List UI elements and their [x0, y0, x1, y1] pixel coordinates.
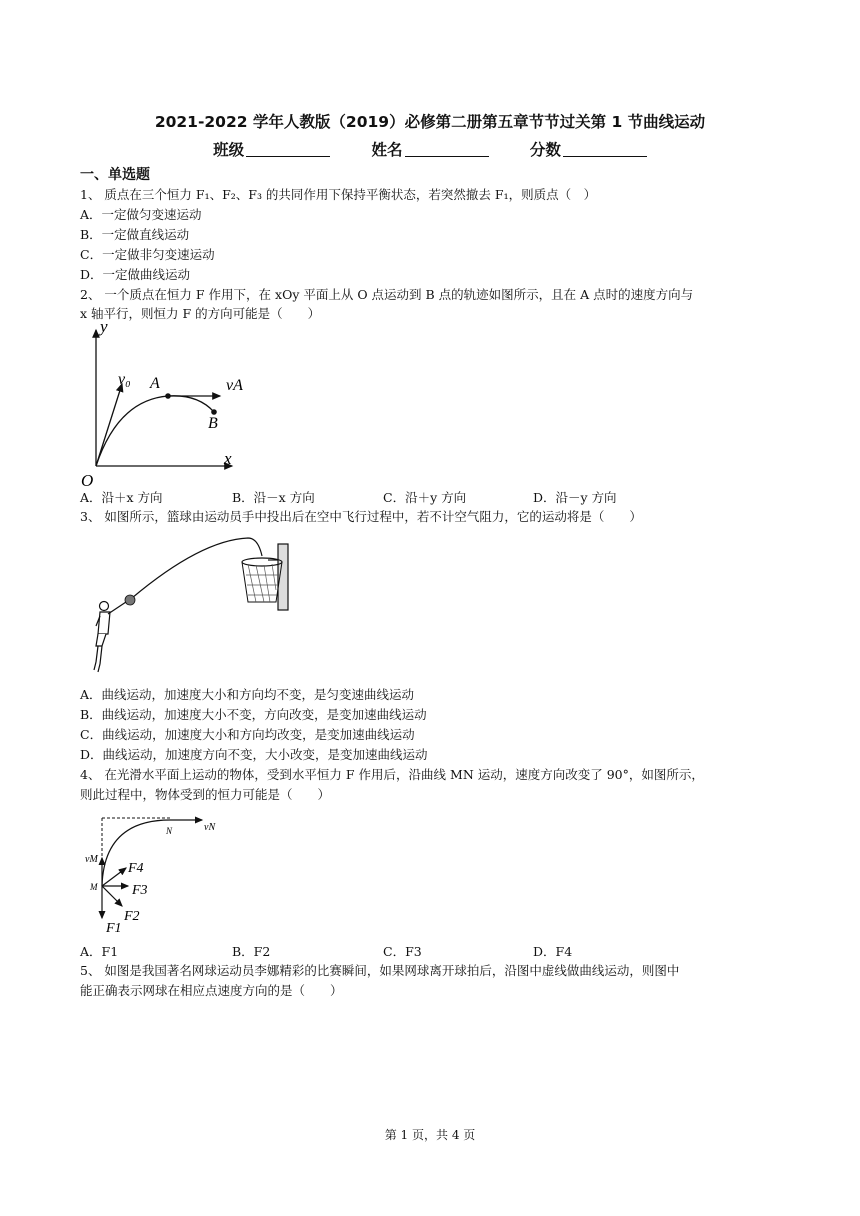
player-figure	[94, 602, 126, 673]
q1-option-a: A．一定做匀变速运动	[80, 207, 202, 222]
y-label: y	[100, 318, 108, 336]
score-field: 分数	[530, 138, 647, 160]
m-label: M	[90, 882, 98, 892]
q2-trajectory-figure	[78, 318, 248, 490]
q2-option-d: D．沿－y 方向	[533, 490, 617, 505]
q2-option-c: C．沿＋y 方向	[383, 490, 467, 505]
q3-basketball-figure	[86, 530, 296, 680]
trajectory-curve	[96, 396, 214, 466]
o-label: O	[81, 471, 94, 490]
vn-label: vN	[204, 822, 216, 833]
section-title: 一、单选题	[80, 167, 150, 183]
hoop-net	[246, 564, 280, 602]
f3-label: F3	[132, 883, 148, 898]
vm-label: vM	[85, 854, 98, 865]
f1-label: F1	[106, 921, 122, 936]
q4-option-a: A．F1	[80, 944, 119, 959]
q4-option-b: B．F2	[232, 944, 271, 959]
class-field: 班级	[213, 138, 330, 160]
score-blank[interactable]	[563, 142, 647, 157]
q2-option-b: B．沿－x 方向	[232, 490, 315, 505]
q3-option-c: C．曲线运动，加速度大小和方向均改变，是变加速曲线运动	[80, 727, 415, 742]
name-field: 姓名	[371, 138, 488, 160]
q4-stem-line1: 4、 在光滑水平面上运动的物体，受到水平恒力 F 作用后，沿曲线 MN 运动，速度方向改变了 90°，如图所示，	[80, 767, 704, 782]
q3-option-d: D．曲线运动，加速度方向不变，大小改变，是变加速曲线运动	[80, 747, 428, 762]
q4-stem-line2: 则此过程中，物体受到的恒力可能是（ ）	[80, 787, 331, 802]
a-label: A	[150, 375, 160, 392]
x-label: x	[224, 449, 232, 468]
q1-option-c: C．一定做非匀变速运动	[80, 247, 215, 262]
va-label: vA	[226, 377, 243, 394]
q2-stem-line1: 2、 一个质点在恒力 F 作用下，在 xOy 平面上从 O 点运动到 B 点的轨迹如图所示，且在 A 点时的速度方向与	[80, 287, 694, 302]
q4-force-figure	[82, 808, 232, 938]
f4-label: F4	[128, 861, 144, 876]
b-label: B	[208, 415, 218, 432]
q5-stem-line2: 能正确表示网球在相应点速度方向的是（ ）	[80, 983, 343, 998]
name-blank[interactable]	[405, 142, 489, 157]
q1-stem: 1、 质点在三个恒力 F₁、F₂、F₃ 的共同作用下保持平衡状态，若突然撤去 F₁，则质点（ ）	[80, 187, 597, 202]
f2-label: F2	[124, 909, 140, 924]
f2-arrow	[102, 886, 122, 906]
point-a	[165, 393, 171, 399]
q1-option-d: D．一定做曲线运动	[80, 267, 191, 282]
student-info-line	[0, 138, 860, 160]
n-label: N	[166, 826, 173, 836]
q2-stem-line2: x 轴平行，则恒力 F 的方向可能是（ ）	[80, 306, 321, 321]
f4-arrow	[102, 868, 126, 886]
q4-option-d: D．F4	[533, 944, 573, 959]
q3-option-b: B．曲线运动，加速度大小不变，方向改变，是变加速曲线运动	[80, 707, 427, 722]
q3-option-a: A．曲线运动，加速度大小和方向均不变，是匀变速曲线运动	[80, 687, 415, 702]
q4-option-c: C．F3	[383, 944, 422, 959]
mn-curve	[102, 820, 170, 886]
q2-option-a: A．沿＋x 方向	[80, 490, 163, 505]
v0-label: v₀	[118, 371, 131, 388]
q1-option-b: B．一定做直线运动	[80, 227, 190, 242]
class-blank[interactable]	[246, 142, 330, 157]
q5-stem-line1: 5、 如图是我国著名网球运动员李娜精彩的比赛瞬间，如果网球离开球拍后，沿图中虚线做曲线运动，则图中	[80, 963, 680, 978]
page-title: 2021-2022 学年人教版（2019）必修第二册第五章节节过关第 1 节曲线运动	[154, 113, 706, 131]
basketball	[125, 595, 135, 605]
page-footer: 第 1 页，共 4 页	[384, 1128, 476, 1142]
point-b	[211, 409, 217, 415]
q3-stem: 3、 如图所示，篮球由运动员手中投出后在空中飞行过程中，若不计空气阻力，它的运动将是（ ）	[80, 509, 642, 524]
